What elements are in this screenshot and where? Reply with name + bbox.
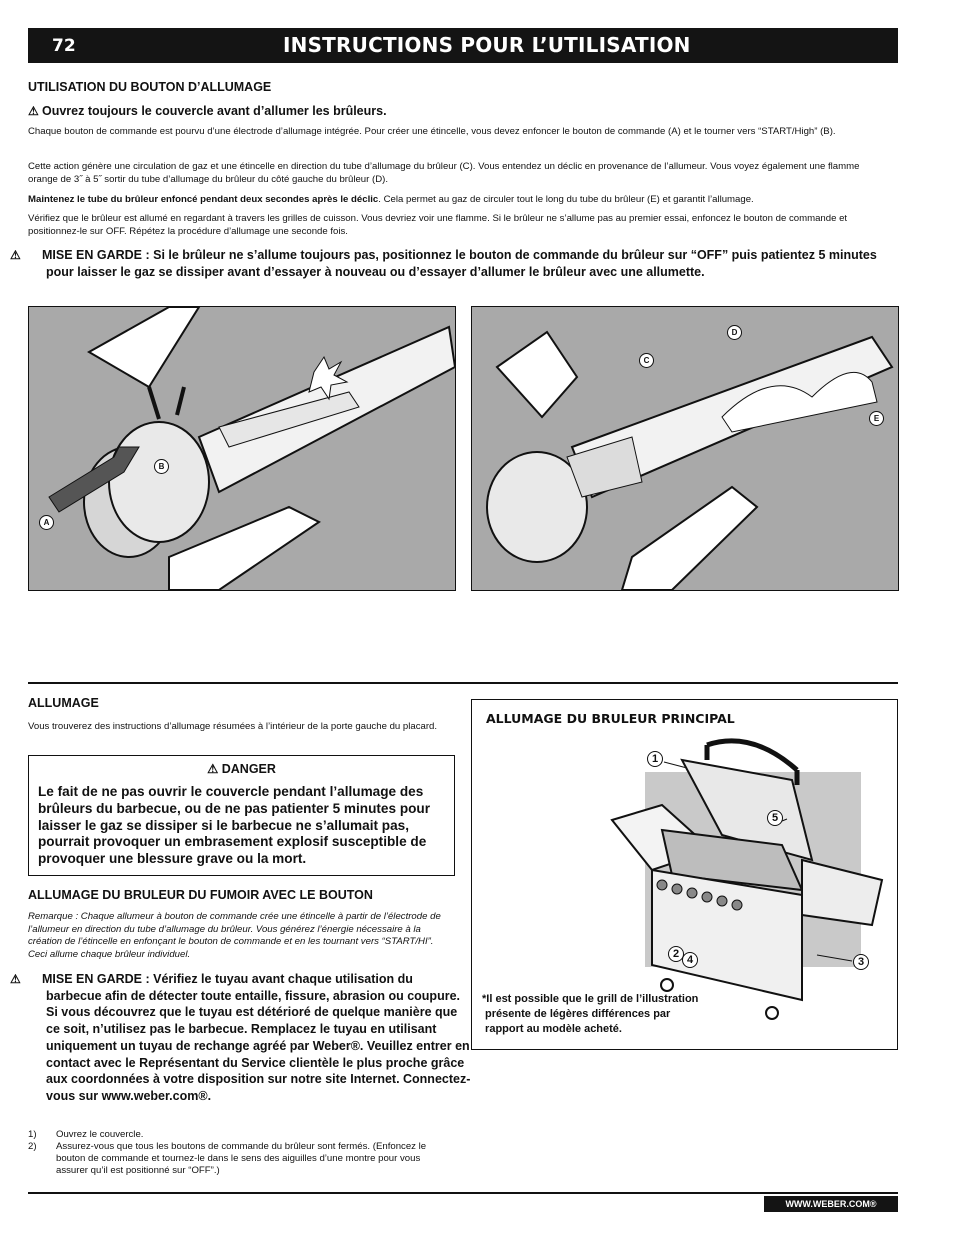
callout-d: D [727,325,742,340]
warning-hose-text: MISE EN GARDE : Vérifiez le tuyau avant chaque utilisation du barbecue afin de détecter toute entaille, fissure, abrasion ou coupure. Si vous découvrez que le tuyau est détérioré de quelque manière que ce soit, n’utilisez pas le barbecue. Remplacez le tuyau en utilisant uniquement un tuyau de rechange agréé par Weber®. Veuillez entrer en contact avec le Représentant du Service clientèle le plus proche grâce aux coordonnées à votre disposition sur notre site Internet. Connectez-vous sur www.weber.com®. [42,972,471,1103]
callout-5: 5 [767,810,783,826]
callout-c: C [639,353,654,368]
burner-illustration [472,307,898,590]
warning-icon: ⚠ [10,972,21,986]
callout-a: A [39,515,54,530]
callout-3: 3 [853,954,869,970]
footer-divider [28,1192,898,1194]
page-title: INSTRUCTIONS POUR L’UTILISATION [283,33,691,57]
section-heading-smoker-burner: ALLUMAGE DU BRULEUR DU FUMOIR AVEC LE BOUTON [28,888,373,902]
paragraph-ignition-4: Vérifiez que le brûleur est allumé en regardant à travers les grilles de cuisson. Vous devriez voir une flamme. Si le brûleur ne s’allume pas au premier essai, enfoncez le bouton de commande et positionnez-le sur OFF. Répétez la procédure d’allumage une seconde fois. [28,213,848,237]
step-number: 2) [28,1141,37,1152]
danger-title-text: DANGER [221,762,276,776]
danger-title [29,761,454,776]
callout-4: 4 [682,952,698,968]
danger-text: Le fait de ne pas ouvrir le couvercle pendant l’allumage des brûleurs du barbecue, ou de ne pas patienter 5 minutes pour laisser le gaz se dissiper si le barbecue ne s’allumait pas, pourrait provoquer un embrasement explosif susceptible de provoquer une blessure grave ou la mort. [38,784,431,867]
paragraph-ignition-2: Cette action génère une circulation de gaz et une étincelle en direction du tube d’allumage du brûleur (C). Vous entendez un déclic en provenance de l’allumeur. Vous voyez également une flamme orange de 3˝ à 5˝ sortir du tube d’allumage du brûleur du côté gauche du brûleur (D). [28,161,860,185]
paragraph-ignition-3-bold: Maintenez le tube du brûleur enfoncé pendant deux secondes après le déclic [28,194,379,205]
knob-illustration [29,307,455,590]
main-burner-title: ALLUMAGE DU BRULEUR PRINCIPAL [486,711,735,726]
paragraph-ignition-3-rest: . Cela permet au gaz de circuler tout le long du tube du brûleur (E) et garantit l’allumage. [378,194,754,205]
danger-box [28,755,455,876]
page-number: 72 [52,36,76,56]
steps-list [28,1129,453,1177]
paragraph-ignition-1: Chaque bouton de commande est pourvu d’une électrode d’allumage intégrée. Pour créer une étincelle, vous devez enfoncer le bouton de commande (A) et le tourner vers “START/High” (B). [28,126,836,137]
step-text: Ouvrez le couvercle. [56,1129,144,1140]
callout-2: 2 [668,946,684,962]
section-heading-ignition-button: UTILISATION DU BOUTON D’ALLUMAGE [28,80,272,94]
warning-retry-text: MISE EN GARDE : Si le brûleur ne s’allume toujours pas, positionnez le bouton de commande du brûleur sur “OFF” puis patientez 5 minutes pour laisser le gaz se dissiper avant d’essayer à nouveau ou d’essayer d’allumer le brûleur avec une allumette. [42,248,877,279]
main-burner-box [471,699,898,1050]
warning-open-lid [28,104,387,118]
remarque-note: Remarque : Chaque allumeur à bouton de commande crée une étincelle à partir de l’électrode de l’allumeur en direction du tube d’allumage du brûleur. Vous générez l’énergie nécessaire à la création de l’étincelle en enfonçant le bouton de commande et en les tournant vers “START/HI”. Ceci allume chaque brûleur individuel. [28,911,441,960]
footer-url[interactable]: WWW.WEBER.COM® [764,1196,898,1212]
step-number: 1) [28,1129,37,1140]
section-divider [28,682,898,684]
warning-icon: ⚠ [28,104,39,118]
section-heading-lighting: ALLUMAGE [28,696,99,710]
paragraph-ignition-3 [28,194,888,207]
callout-b: B [154,459,169,474]
figure-burner-flame [471,306,899,591]
warning-retry [10,247,886,280]
callout-e: E [869,411,884,426]
warning-icon: ⚠ [10,248,21,262]
step-text: Assurez-vous que tous les boutons de commande du brûleur sont fermés. (Enfoncez le bouton de commande et tournez-le dans le sens des aiguilles d’une montre pour vous assurer qu’il est positionné sur “OFF”.) [56,1141,427,1176]
warning-open-lid-text: Ouvrez toujours le couvercle avant d’allumer les brûleurs. [42,104,387,118]
callout-1: 1 [647,751,663,767]
list-item [28,1141,453,1177]
list-item [28,1129,453,1141]
illustration-note: *Il est possible que le grill de l’illustration présente de légères différences par rapport au modèle acheté. [482,993,699,1035]
warning-hose [10,971,471,1105]
paragraph-lighting-location: Vous trouverez des instructions d’allumage résumées à l’intérieur de la porte gauche du placard. [28,721,438,732]
figure-press-knob [28,306,456,591]
warning-icon: ⚠ [207,762,222,776]
